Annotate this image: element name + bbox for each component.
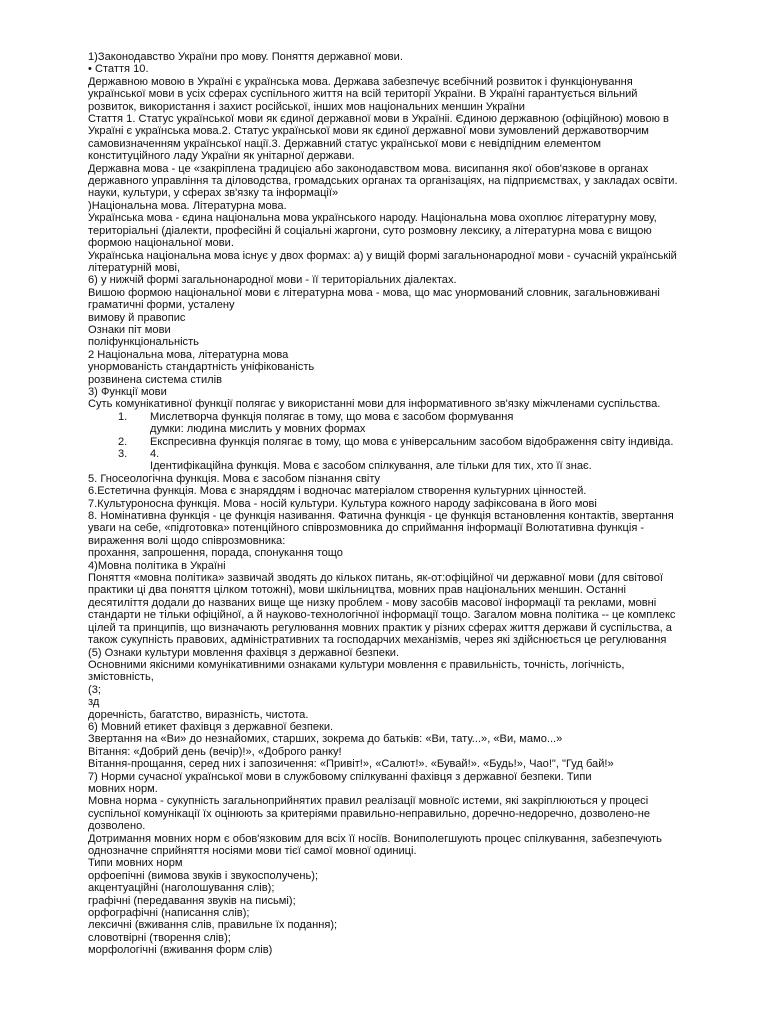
document-body [88,51,708,957]
text-line: формою національної мови. [88,237,234,250]
text-line: )Національна мова. Літературна мова. [88,199,287,212]
text-line: десятиліття додали до названих вище ще низку проблем - мову засобів масової інформації та реклами, мовні [88,596,657,609]
text-line: унормованість стандартність уніфікованість [88,361,315,374]
text-line: 7.Культуроносна функція. Мова - носій культури. Культура кожного народу зафіксована в його мові [88,497,597,510]
text-line: 2 Національна мова, літературна мова [88,348,289,361]
list-item-text: Мислетворча функція полягає в тому, що мова є засобом формування [150,410,514,423]
text-line: орфографічні (написання слів); [88,907,250,920]
text-line: практики ці два поняття цілком тотожні), мови шкільництва, мовних прав національних меншин. Останні [88,584,626,597]
text-line: вимову й правопис [88,311,186,324]
list-item-continuation: думки: людина мислить у мовних формах [150,423,366,436]
text-line: • Стаття 10. [88,63,149,76]
text-line: Основними якісними комунікативними ознаками культури мовлення є правильність, точність, логічність, [88,658,625,671]
document-section-2 [88,473,708,957]
text-line: стандарти не тільки офіційної, а й науково-технологічної інформації тощо. Загалом мовна політика -- це комплекс [88,609,676,622]
text-line: Українська мова - єдина національна мова українського народу. Національна мова охоплює літературну мову, [88,212,657,225]
text-line: науки, культури, у сферах зв'язку та інформації» [88,187,339,200]
text-line: 7) Норми сучасної української мови в службовому спілкуванні фахівця з державної безпеки. Типи [88,770,592,783]
text-line: (5) Ознаки культури мовлення фахівця з державної безпеки. [88,646,400,659]
text-line: Вітання-прощання, серед них і запозичення: «Привіт!», «Салют!». «Бувай!». «Будь!», Чао!", "Гуд бай!» [88,758,614,771]
text-line: лексичні (вживання слів, правильне їх подання); [88,919,338,932]
text-line: 8. Номінативна функція - це функція називання. Фатична функція - це функція встановлення контактів, звертання [88,510,674,523]
text-line: 6.Естетична функція. Мова є знаряддям і водночас матеріалом створення культурних цінностей. [88,485,587,498]
list-item-number: 3. [118,448,128,460]
text-line: прохання, запрошення, порада, спонукання тощо [88,547,343,560]
text-line: поліфункціональність [88,336,199,349]
text-line: Вишою формою національної мови є літературна мова - мова, що мас унормований словник, загальновживані [88,286,660,299]
text-line: 6) у нижчій формі загальнонародної мови - її територіальних діалектах. [88,274,457,287]
text-line: 3) Функції мови [88,385,167,398]
text-line: уваги на себе, «підготовка» потенційного співрозмовника до сприймання інформації Волютативна функція - [88,522,645,535]
text-line: словотвірні (творення слів); [88,931,231,944]
text-line: Дотримання мовних норм є обов'язковим для всіх її носіїв. Вониполегшують процес спілкування, забезпечують [88,832,662,845]
document-section-1 [88,51,708,411]
list-item-number: 2. [118,435,128,448]
text-line: української мови в усіх сферах суспільного життя на всій території України. В Україні гарантується вільний [88,88,638,101]
text-line: розвиток, використання і захист російської, інших мов національних меншин України [88,100,525,113]
text-line: самовизначенням української нації.3. Державний статус української мови є невідпідним елементом [88,137,602,150]
text-line: Державною мовою в Україні є українська мова. Держава забезпечує всебічний розвиток і функціонування [88,75,633,88]
text-line: цілей та принципів, що визначають регулювання мовних практик у різних сферах життя держави й суспільства, а [88,621,672,634]
text-line: акцентуаційні (наголошування слів); [88,882,275,895]
text-line: Стаття 1. Статус української мови як єдиної державної мови в Україніі. Єдиною державною (офіційною) мовою в [88,113,669,126]
text-line: графічні (передавання звуків на письмі); [88,894,296,907]
list-item-text: 4. [150,448,160,460]
text-line: доречність, багатство, виразність, чистота. [88,708,309,721]
text-line: однозначне сприйняття носіями мови тієї самої мовної одиниці. [88,845,417,857]
text-line: розвинена система стилів [88,373,223,386]
list-item-number: 1. [118,410,128,423]
text-line: 5. Гносеологічна функція. Мова є засобом пізнання світу [88,472,381,485]
text-line: мовних норм. [88,782,158,795]
text-line: зд [88,696,100,709]
text-line: орфоепічні (вимова звуків і звукосполучень); [88,869,319,882]
text-line: 1)Законодавство України про мову. Поняття державної мови. [88,51,403,63]
text-line: Поняття «мовна політика» зазвичай зводять до кількох питань, як-от:офіційної чи державної мови (для світової [88,572,663,585]
text-line: державного управління та діловодства, громадських органах та організаціях, на підприємствах, у закладах освіти. [88,175,678,188]
text-line: Звертання на «Ви» до незнайомих, старших, зокрема до батьків: «Ви, тату...», «Ви, мамо...» [88,733,563,746]
functions-list [88,411,708,473]
text-line: Вітання: «Добрий день (вечір)!», «Доброго ранку! [88,745,342,758]
text-line: 6) Мовний етикет фахівця з державної безпеки. [88,720,334,733]
text-line: Україні є українська мова.2. Статус української мови як єдиної державної мови зумовлений державотворчим [88,125,649,138]
list-item [88,436,708,448]
list-item-text: Експресивна функція полягає в тому, що мова є універсальним засобом відображення світу індивіда. [150,435,674,448]
text-line: Державна мова - це «закріплена традицією або законодавством мова. висипання якої обов'язкове в органах [88,162,649,175]
text-line: Ознаки піт мови [88,323,171,336]
text-line: також сукупність правових, адміністративних та господарчих механізмів, через які здійснюється це регулювання [88,634,667,647]
list-item [88,448,708,460]
text-line: граматичні форми, усталену [88,299,235,312]
text-line: Суть комунікативної функції полягає у використанні мови для інформативного зв'язку міжчленами суспільства. [88,398,661,411]
text-line: Типи мовних норм [88,857,183,870]
list-item [88,411,708,423]
text-line: 4)Мовна політика в Україні [88,559,226,572]
text-line: літературній мові, [88,261,181,274]
text-line: (3; [88,683,101,696]
text-line: змістовність, [88,671,154,684]
text-line: Українська національна мова існує у двох формах: а) у вищій формі загальнонародної мови - сучасній українській [88,249,677,262]
text-line: Мовна норма - сукупність загальноприйнятих правил реалізації мовноїс истеми, які закріплюються у процесі [88,795,649,808]
list-item-continuation: Ідентифікаційна функція. Мова є засобом спілкування, але тільки для тих, хто її знає. [150,460,592,473]
text-line: вираження волі щодо співрозмовника: [88,534,286,547]
text-line: дозволено. [88,820,146,833]
text-line: морфологічні (вживання форм слів) [88,944,273,957]
text-line: суспільної комунікації їх оцінюють за критеріями правильно-неправильно, доречно-недоречно, дозволено-не [88,807,651,820]
text-line: конституційного ладу України як унітарної держави. [88,150,355,163]
text-line: територіальні (діалекти, професійні й соціальні жаргони, суто розмовну лексику, а літературна мова є вищою [88,224,652,237]
